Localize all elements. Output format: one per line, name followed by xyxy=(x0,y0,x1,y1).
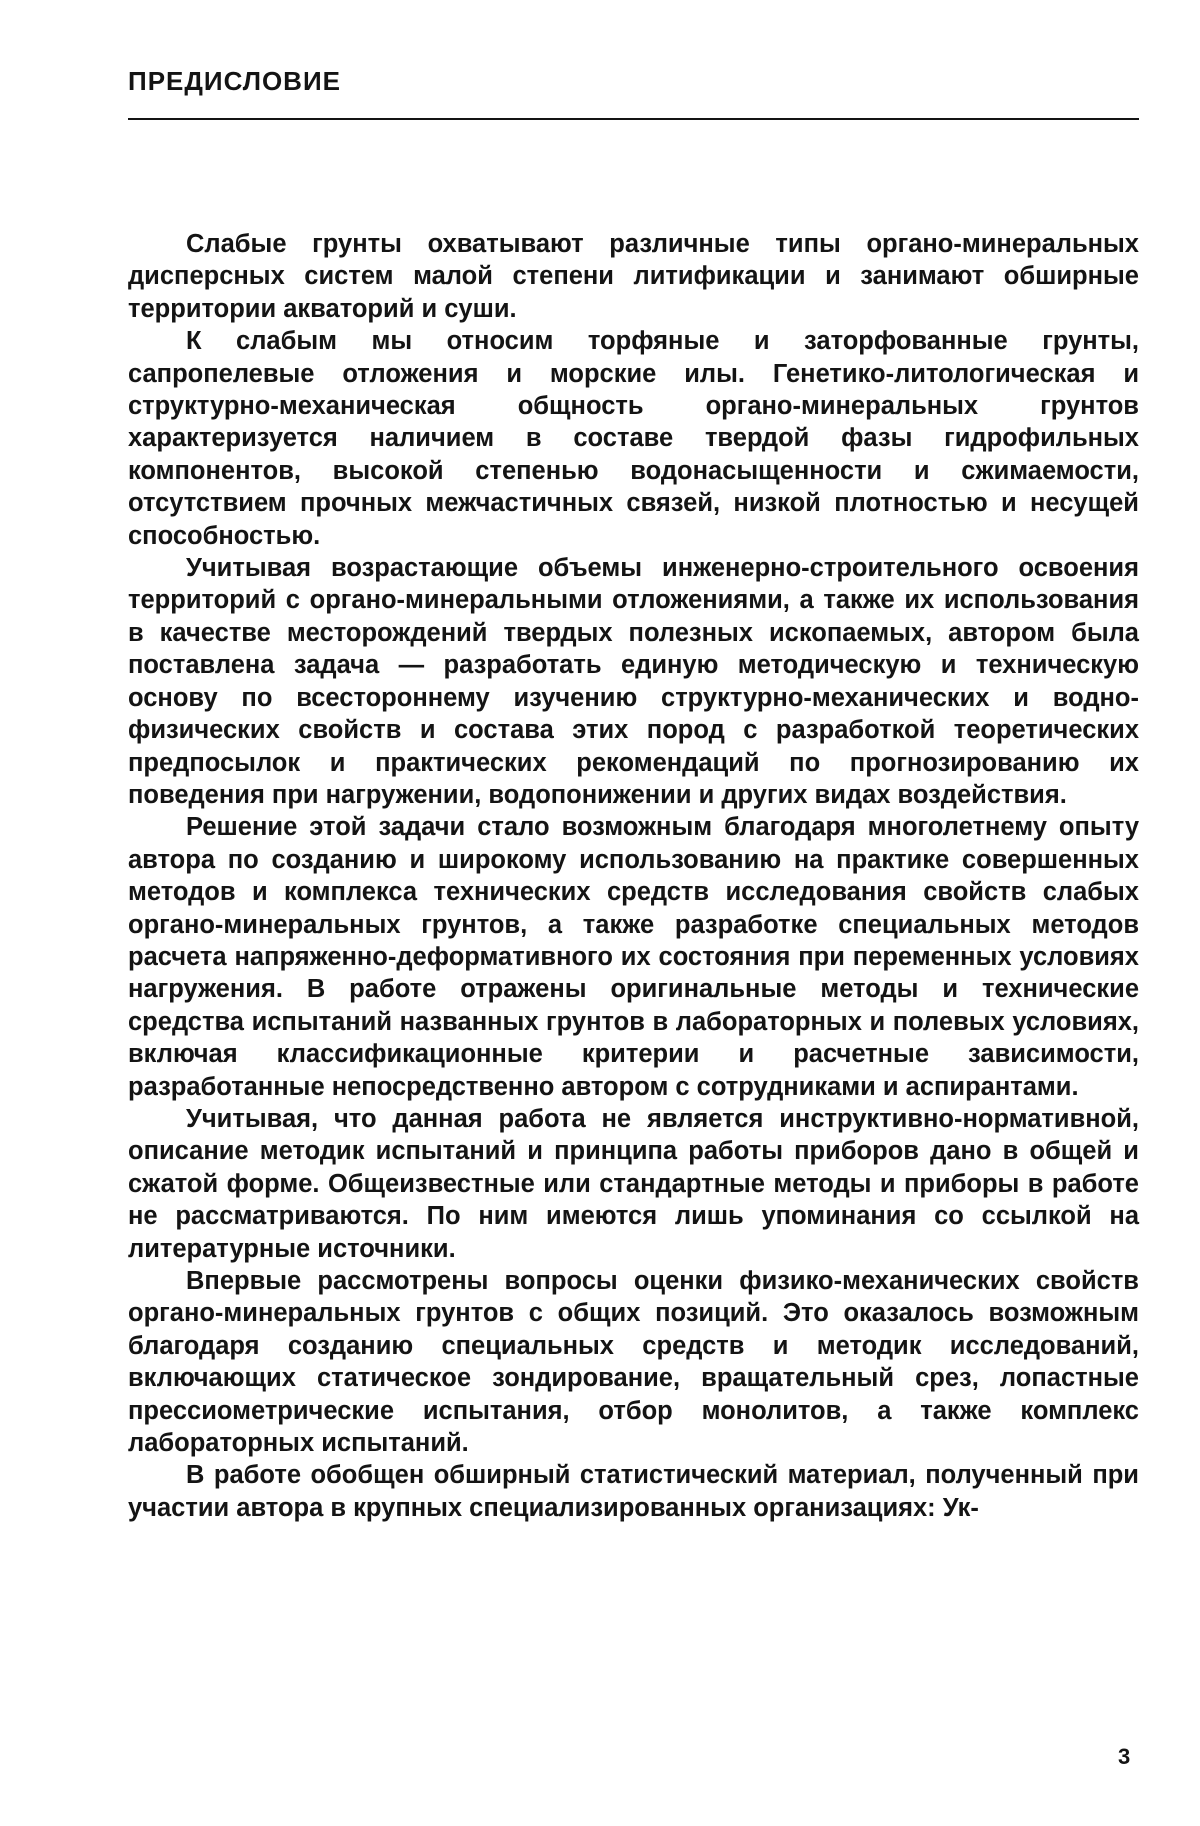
paragraph-6: Впервые рассмотрены вопросы оценки физико-механических свойств органо-минеральных грунтов с общих позиций. Это оказалось возможным благодаря созданию специальных средств и методик исследований, включающих статическое зондирование, вращательный срез, лопастные прессиометрические испытания, отбор монолитов, а также комплекс лабораторных испытаний. xyxy=(128,1267,1139,1458)
paragraph-5: Учитывая, что данная работа не является инструктивно-нормативной, описание методик испытаний и принципа работы приборов дано в общей и сжатой форме. Общеизвестные или стандартные методы и приборы в работе не рассматриваются. По ним имеются лишь упоминания со ссылкой на литературные источники. xyxy=(128,1104,1139,1263)
page-number: 3 xyxy=(1118,1744,1131,1769)
paragraph-1: Слабые грунты охватывают различные типы органо-минеральных дисперсных систем малой степени литификации и занимают обширные территории акваторий и суши. xyxy=(128,230,1139,323)
paragraph-4: Решение этой задачи стало возможным благодаря многолетнему опыту автора по созданию и широкому использованию на практике совершенных методов и комплекса технических средств исследования свойств слабых органо-минеральных грунтов, а также разработке специальных методов расчета напряженно-деформативного их состояния при переменных условиях нагружения. В работе отражены оригинальные методы и технические средства испытаний названных грунтов в лабораторных и полевых условиях, включая классификационные критерии и расчетные зависимости, разработанные непосредственно автором с сотрудниками и аспирантами. xyxy=(128,813,1139,1101)
header-rule xyxy=(128,118,1139,120)
paragraph-2: К слабым мы относим торфяные и заторфованные грунты, сапропелевые отложения и морские илы. Генетико-литологическая и структурно-механическая общность органо-минеральных грунтов характеризуется наличием в составе твердой фазы гидрофильных компонентов, высокой степенью водонасыщенности и сжимаемости, отсутствием прочных межчастичных связей, низкой плотностью и несущей способностью. xyxy=(128,327,1139,550)
page-title: ПРЕДИСЛОВИЕ xyxy=(128,66,341,96)
paragraph-7: В работе обобщен обширный статистический материал, полученный при участии автора в крупных специализированных организациях: Ук- xyxy=(128,1461,1139,1522)
paragraph-3: Учитывая возрастающие объемы инженерно-строительного освоения территорий с органо-минеральными отложениями, а также их использования в качестве месторождений твердых полезных ископаемых, автором была поставлена задача — разработать единую методическую и техническую основу по всестороннему изучению структурно-механических и водно-физических свойств и состава этих пород с разработкой теоретических предпосылок и практических рекомендаций по прогнозированию их поведения при нагружении, водопонижении и других видах воздействия. xyxy=(128,554,1139,809)
body-text xyxy=(128,228,1139,1524)
